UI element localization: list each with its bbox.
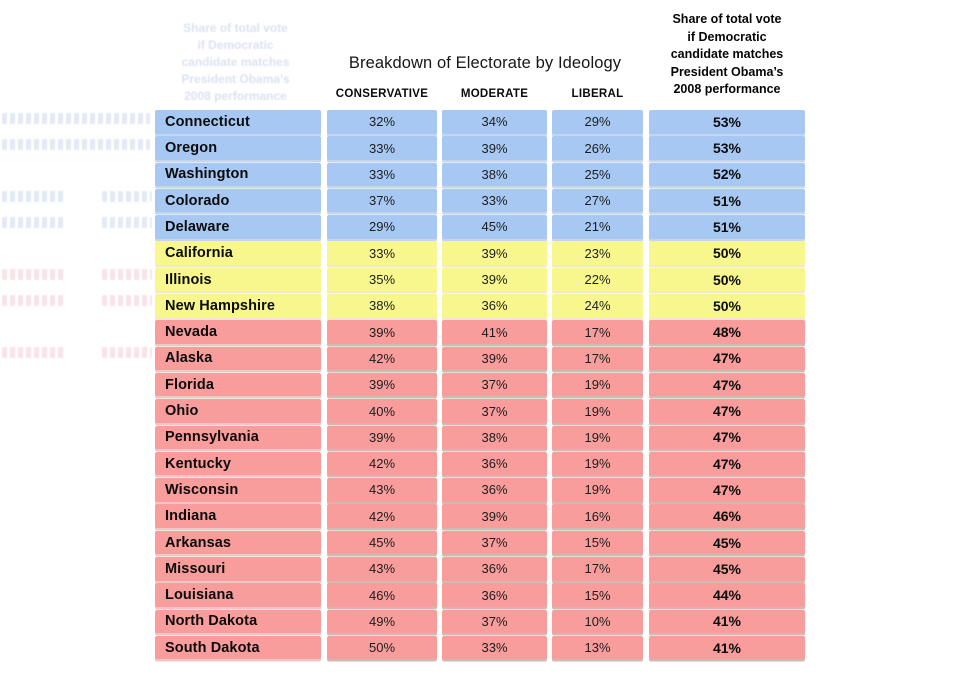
moderate-cell: 36%: [442, 478, 547, 502]
share-header-line: Share of total vote: [672, 12, 782, 26]
share-cell: 51%: [649, 215, 805, 239]
moderate-cell: 38%: [442, 163, 547, 187]
share-cell: 51%: [649, 189, 805, 213]
share-cell: 45%: [649, 557, 805, 581]
table-row: [155, 478, 805, 502]
table-row: [155, 557, 805, 581]
state-cell: Washington: [155, 163, 321, 187]
liberal-cell: 10%: [552, 610, 643, 634]
share-cell: 47%: [649, 347, 805, 371]
conservative-cell: 37%: [327, 189, 437, 213]
share-column-header-spacer: [649, 85, 805, 103]
column-header-conservative: CONSERVATIVE: [335, 88, 429, 100]
liberal-cell: 19%: [552, 399, 643, 423]
moderate-cell: 36%: [442, 294, 547, 318]
state-cell: Kentucky: [155, 452, 321, 476]
share-cell: 50%: [649, 268, 805, 292]
conservative-cell: 32%: [327, 110, 437, 134]
share-cell: 52%: [649, 163, 805, 187]
moderate-cell: 39%: [442, 136, 547, 160]
share-cell: 41%: [649, 610, 805, 634]
table-row: [155, 189, 805, 213]
table-row: [155, 373, 805, 397]
conservative-cell: 39%: [327, 373, 437, 397]
liberal-cell: 17%: [552, 557, 643, 581]
state-cell: South Dakota: [155, 636, 321, 660]
moderate-cell: 36%: [442, 452, 547, 476]
table-row: [155, 215, 805, 239]
conservative-cell: 39%: [327, 320, 437, 344]
state-cell: Nevada: [155, 320, 321, 344]
moderate-cell: 45%: [442, 215, 547, 239]
column-header-moderate: MODERATE: [460, 88, 529, 100]
table-row: [155, 636, 805, 660]
state-cell: Missouri: [155, 557, 321, 581]
share-cell: 45%: [649, 531, 805, 555]
share-header-line: if Democratic: [687, 29, 767, 44]
liberal-cell: 29%: [552, 110, 643, 134]
conservative-cell: 33%: [327, 241, 437, 265]
liberal-cell: 25%: [552, 163, 643, 187]
liberal-cell: 19%: [552, 426, 643, 450]
liberal-cell: 26%: [552, 136, 643, 160]
liberal-cell: 13%: [552, 636, 643, 660]
state-cell: Connecticut: [155, 110, 321, 134]
liberal-cell: 17%: [552, 347, 643, 371]
ghost-line: if Democratic: [197, 38, 274, 52]
conservative-cell: 40%: [327, 399, 437, 423]
table-row: [155, 268, 805, 292]
share-cell: 48%: [649, 320, 805, 344]
conservative-cell: 42%: [327, 347, 437, 371]
table-row: [155, 426, 805, 450]
table-row: [155, 610, 805, 634]
table-row: [155, 163, 805, 187]
ghost-line: Share of total vote: [183, 21, 288, 35]
state-column-header-spacer: [155, 85, 321, 103]
moderate-cell: 39%: [442, 268, 547, 292]
column-header-liberal: LIBERAL: [571, 88, 624, 100]
state-cell: Ohio: [155, 399, 321, 423]
conservative-cell: 35%: [327, 268, 437, 292]
moderate-cell: 33%: [442, 636, 547, 660]
moderate-cell: 34%: [442, 110, 547, 134]
conservative-cell: 38%: [327, 294, 437, 318]
table-row: [155, 452, 805, 476]
share-cell: 47%: [649, 373, 805, 397]
moderate-cell: 36%: [442, 557, 547, 581]
ghost-line: 2008 performance: [184, 89, 287, 103]
liberal-cell: 19%: [552, 478, 643, 502]
moderate-cell: 37%: [442, 610, 547, 634]
state-cell: Alaska: [155, 347, 321, 371]
table-row: [155, 110, 805, 134]
conservative-cell: 49%: [327, 610, 437, 634]
moderate-cell: 33%: [442, 189, 547, 213]
conservative-cell: 33%: [327, 163, 437, 187]
liberal-cell: 27%: [552, 189, 643, 213]
state-cell: Colorado: [155, 189, 321, 213]
liberal-cell: 16%: [552, 504, 643, 528]
table-row: [155, 531, 805, 555]
liberal-cell: 23%: [552, 241, 643, 265]
table-row: [155, 583, 805, 607]
table-row: [155, 347, 805, 371]
state-cell: Illinois: [155, 268, 321, 292]
conservative-cell: 33%: [327, 136, 437, 160]
moderate-cell: 41%: [442, 320, 547, 344]
moderate-cell: 37%: [442, 373, 547, 397]
chart-title: Breakdown of Electorate by Ideology: [348, 54, 622, 72]
share-cell: 53%: [649, 110, 805, 134]
share-header-line: candidate matches: [670, 47, 784, 61]
liberal-cell: 15%: [552, 583, 643, 607]
share-cell: 47%: [649, 452, 805, 476]
table-row: [155, 241, 805, 265]
moderate-cell: 39%: [442, 347, 547, 371]
conservative-cell: 45%: [327, 531, 437, 555]
ghost-line: President Obama’s: [181, 72, 290, 86]
conservative-cell: 43%: [327, 557, 437, 581]
ghost-line: candidate matches: [181, 55, 290, 69]
share-cell: 41%: [649, 636, 805, 660]
share-cell: 50%: [649, 294, 805, 318]
state-cell: New Hampshire: [155, 294, 321, 318]
ghost-table-artifact: [2, 113, 152, 373]
table-row: [155, 136, 805, 160]
conservative-cell: 43%: [327, 478, 437, 502]
column-headers: [155, 85, 805, 103]
conservative-cell: 50%: [327, 636, 437, 660]
liberal-cell: 19%: [552, 452, 643, 476]
state-cell: North Dakota: [155, 610, 321, 634]
conservative-cell: 39%: [327, 426, 437, 450]
share-cell: 46%: [649, 504, 805, 528]
state-cell: Pennsylvania: [155, 426, 321, 450]
moderate-cell: 39%: [442, 504, 547, 528]
moderate-cell: 36%: [442, 583, 547, 607]
conservative-cell: 29%: [327, 215, 437, 239]
electorate-table: [155, 110, 805, 662]
share-cell: 44%: [649, 583, 805, 607]
conservative-cell: 42%: [327, 504, 437, 528]
state-cell: Florida: [155, 373, 321, 397]
moderate-cell: 37%: [442, 531, 547, 555]
table-row: [155, 320, 805, 344]
liberal-cell: 21%: [552, 215, 643, 239]
state-cell: Oregon: [155, 136, 321, 160]
state-cell: Louisiana: [155, 583, 321, 607]
conservative-cell: 46%: [327, 583, 437, 607]
share-cell: 50%: [649, 241, 805, 265]
share-header-line: 2008 performance: [673, 82, 781, 96]
share-cell: 47%: [649, 399, 805, 423]
state-cell: California: [155, 241, 321, 265]
conservative-cell: 42%: [327, 452, 437, 476]
share-cell: 53%: [649, 136, 805, 160]
moderate-cell: 37%: [442, 399, 547, 423]
table-row: [155, 504, 805, 528]
liberal-cell: 17%: [552, 320, 643, 344]
moderate-cell: 39%: [442, 241, 547, 265]
state-cell: Delaware: [155, 215, 321, 239]
table-row: [155, 399, 805, 423]
share-cell: 47%: [649, 426, 805, 450]
liberal-cell: 19%: [552, 373, 643, 397]
state-cell: Arkansas: [155, 531, 321, 555]
table-row: [155, 294, 805, 318]
liberal-cell: 15%: [552, 531, 643, 555]
share-cell: 47%: [649, 478, 805, 502]
liberal-cell: 24%: [552, 294, 643, 318]
share-header-line: President Obama’s: [670, 64, 784, 79]
moderate-cell: 38%: [442, 426, 547, 450]
state-cell: Wisconsin: [155, 478, 321, 502]
liberal-cell: 22%: [552, 268, 643, 292]
state-cell: Indiana: [155, 504, 321, 528]
